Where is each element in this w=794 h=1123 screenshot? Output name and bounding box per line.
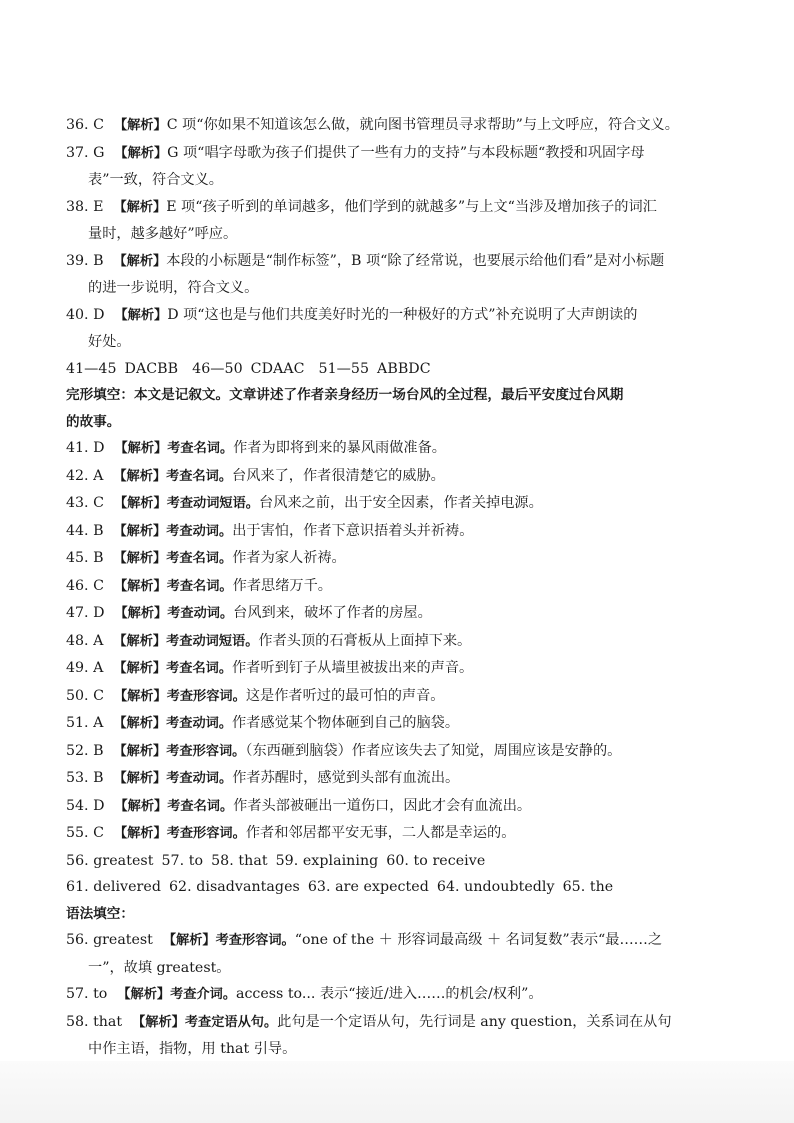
test-point: 考查形容词。: [215, 933, 295, 948]
test-point: 考查动词短语。: [166, 496, 259, 511]
item-text-continued: 量时，越多越好”呼应。: [88, 226, 238, 242]
answer-item-37: [66, 140, 726, 194]
item-number: 52. B: [66, 742, 104, 759]
answer-item-41: [66, 435, 726, 463]
item-text: 这是作者听过的最可怕的声音。: [245, 687, 445, 704]
answer-item-42: [66, 463, 726, 491]
grammar-item-58: [66, 1009, 726, 1063]
item-number: 39. B: [66, 252, 104, 269]
answer-item-46: [66, 573, 726, 601]
item-number: 47. D: [66, 605, 105, 621]
cloze-answer-key: [66, 356, 726, 383]
test-point: 考查形容词。: [166, 743, 246, 759]
cloze-heading: 完形填空：本文是记叙文。文章讲述了作者亲身经历一场台风的全过程，最后平安度过台风期: [66, 387, 624, 403]
analysis-tag: 【解析】: [113, 551, 167, 566]
item-text: access to... 表示“接近/进入……的机会/权利”。: [236, 986, 543, 1002]
grammar-answer: 63. are expected: [307, 879, 429, 895]
grammar-answer: 57. to: [161, 852, 204, 869]
analysis-tag: 【解析】: [114, 441, 168, 456]
item-number: 40. D: [66, 306, 105, 323]
analysis-tag: 【解析】: [117, 987, 171, 1002]
analysis-tag: 【解析】: [113, 661, 167, 676]
item-text: 作者感觉某个物体砸到自己的脑袋。: [232, 715, 460, 731]
analysis-tag: 【解析】: [114, 798, 168, 814]
grammar-answer: 59. explaining: [275, 852, 379, 869]
analysis-tag: 【解析】: [113, 771, 167, 786]
analysis-tag: 【解析】: [113, 578, 167, 594]
item-text: 作者思绪万千。: [232, 577, 332, 594]
test-point: 考查介词。: [170, 987, 237, 1002]
answer-item-36: [66, 112, 726, 140]
item-text-continued: 的进一步说明，符合文义。: [88, 280, 259, 296]
answer-item-49: [66, 655, 726, 683]
answer-letters: CDAAC: [250, 360, 305, 377]
answer-letters: DACBB: [124, 360, 179, 377]
analysis-tag: 【解析】: [113, 468, 167, 484]
answer-range: 41—45: [66, 360, 117, 377]
test-point: 考查定语从句。: [184, 1014, 278, 1030]
item-text: C 项“你如果不知道该怎么做，就向图书管理员寻求帮助”与上文呼应，符合文义。: [166, 117, 679, 133]
test-point: 考查动词。: [167, 606, 234, 621]
item-number: 48. A: [66, 632, 104, 649]
item-number: 51. A: [66, 715, 104, 731]
answer-item-39: [66, 248, 726, 302]
answer-letters: ABBDC: [377, 360, 431, 377]
analysis-tag: 【解析】: [113, 253, 167, 269]
item-text: 台风到来，破坏了作者的房屋。: [233, 605, 432, 621]
grammar-answer: 56. greatest: [66, 852, 154, 869]
answer-item-40: [66, 302, 726, 356]
item-text: 本段的小标题是“制作标签”，B 项“除了经常说，也要展示给他们看”是对小标题: [166, 252, 665, 269]
page-bottom-band: [0, 1061, 794, 1123]
item-number: 58. that: [66, 1013, 123, 1030]
test-point: 考查形容词。: [166, 826, 246, 841]
answer-content: [66, 112, 726, 1090]
grammar-item-57: [66, 981, 726, 1009]
analysis-tag: 【解析】: [114, 606, 168, 621]
test-point: 考查名词。: [167, 441, 234, 456]
item-text: 作者头部被砸出一道伤口，因此才会有血流出。: [233, 797, 532, 814]
analysis-tag: 【解析】: [113, 523, 167, 539]
item-text: G 项“唱字母歌为孩子们提供了一些有力的支持”与本段标题“教授和巩固字母: [167, 144, 645, 161]
answer-item-45: [66, 545, 726, 573]
analysis-tag: 【解析】: [132, 1014, 185, 1030]
grammar-answer: 61. delivered: [66, 879, 161, 895]
analysis-tag: 【解析】: [113, 743, 167, 759]
answer-item-48: [66, 628, 726, 656]
answer-item-44: [66, 518, 726, 546]
test-point: 考查名词。: [166, 661, 233, 676]
answer-item-51: [66, 710, 726, 738]
grammar-answer-key-1: [66, 848, 726, 875]
item-text: 此句是一个定语从句，先行词是 any question，关系词在从句: [277, 1013, 672, 1030]
test-point: 考查动词。: [166, 771, 233, 786]
item-text: 作者头顶的石膏板从上面掉下来。: [258, 632, 472, 649]
analysis-tag: 【解析】: [113, 716, 167, 731]
item-number: 50. C: [66, 687, 104, 704]
item-text-continued: 表”一致，符合文义。: [88, 172, 223, 188]
grammar-answer: 64. undoubtedly: [436, 879, 555, 895]
item-number: 41. D: [66, 440, 105, 456]
answer-item-52: [66, 738, 726, 766]
answer-range: 46—50: [192, 360, 243, 377]
item-number: 54. D: [66, 797, 105, 814]
item-number: 43. C: [66, 495, 104, 511]
analysis-tag: 【解析】: [113, 118, 167, 133]
item-number: 53. B: [66, 770, 104, 786]
grammar-answer: 65. the: [562, 879, 614, 895]
item-text: D 项“这也是与他们共度美好时光的一种极好的方式”补充说明了大声朗读的: [167, 306, 638, 323]
answer-item-54: [66, 793, 726, 821]
item-text: （东西砸到脑袋）作者应该失去了知觉，周围应该是安静的。: [245, 742, 622, 759]
item-text: 出于害怕，作者下意识捂着头并祈祷。: [232, 522, 474, 539]
item-number: 38. E: [66, 198, 104, 215]
item-text: 作者苏醒时，感觉到头部有血流出。: [232, 770, 460, 786]
test-point: 考查动词。: [166, 523, 233, 539]
answer-item-43: [66, 490, 726, 518]
item-number: 36. C: [66, 117, 104, 133]
item-text: E 项“孩子听到的单词越多，他们学到的就越多”与上文“当涉及增加孩子的词汇: [166, 198, 657, 215]
grammar-answer-key-2: [66, 874, 726, 901]
analysis-tag: 【解析】: [113, 826, 167, 841]
item-number: 44. B: [66, 522, 104, 539]
test-point: 考查名词。: [166, 578, 233, 594]
grammar-answer: 62. disadvantages: [168, 879, 300, 895]
item-text-continued: 一”，故填 greatest。: [88, 959, 231, 976]
item-number: 42. A: [66, 467, 104, 484]
grammar-answer: 60. to receive: [386, 852, 486, 869]
answer-item-50: [66, 683, 726, 711]
item-text: “one of the ＋ 形容词最高级 ＋ 名词复数”表示“最……之: [294, 932, 663, 948]
analysis-tag: 【解析】: [113, 633, 167, 649]
item-number: 55. C: [66, 825, 104, 841]
grammar-heading: 语法填空：: [66, 905, 134, 922]
grammar-answer: 58. that: [211, 852, 268, 869]
test-point: 考查动词短语。: [166, 633, 259, 649]
item-text: 台风来了，作者很清楚它的威胁。: [232, 467, 445, 484]
answer-range: 51—55: [318, 360, 370, 377]
item-text-continued: 好处。: [88, 334, 131, 350]
analysis-tag: 【解析】: [113, 496, 167, 511]
item-text: 作者和邻居都平安无事，二人都是幸运的。: [245, 825, 516, 841]
analysis-tag: 【解析】: [162, 933, 216, 948]
item-number: 49. A: [66, 660, 104, 676]
answer-item-53: [66, 765, 726, 793]
cloze-heading-continued: 的故事。: [66, 413, 121, 430]
answer-item-47: [66, 600, 726, 628]
item-text: 台风来之前，出于安全因素，作者关掉电源。: [259, 495, 543, 511]
item-number: 45. B: [66, 550, 104, 566]
analysis-tag: 【解析】: [113, 199, 167, 215]
item-number: 37. G: [66, 144, 105, 161]
test-point: 考查形容词。: [166, 688, 246, 704]
analysis-tag: 【解析】: [113, 688, 167, 704]
analysis-tag: 【解析】: [114, 307, 168, 323]
test-point: 考查动词。: [166, 716, 233, 731]
item-text: 作者为家人祈祷。: [232, 550, 346, 566]
analysis-tag: 【解析】: [114, 145, 168, 161]
answer-item-38: [66, 194, 726, 248]
grammar-item-56: [66, 927, 726, 981]
answer-item-55: [66, 820, 726, 848]
test-point: 考查名词。: [167, 798, 234, 814]
item-number: 57. to: [66, 986, 108, 1002]
item-number: 46. C: [66, 577, 104, 594]
item-text: 作者为即将到来的暴风雨做准备。: [233, 440, 446, 456]
item-number: 56. greatest: [66, 932, 153, 948]
test-point: 考查名词。: [166, 468, 233, 484]
item-text: 作者听到钉子从墙里被拔出来的声音。: [232, 660, 474, 676]
test-point: 考查名词。: [166, 551, 233, 566]
item-text-continued: 中作主语，指物，用 that 引导。: [88, 1041, 297, 1057]
